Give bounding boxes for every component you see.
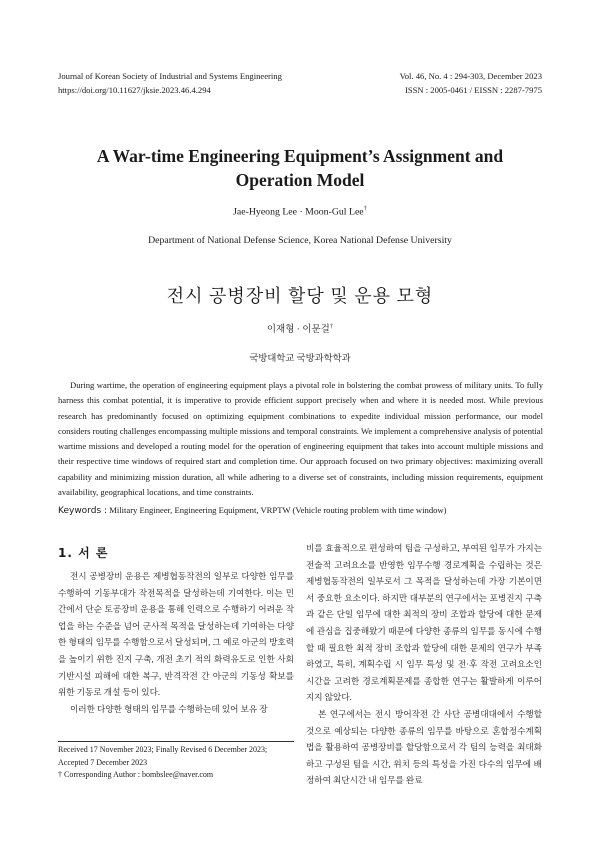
paragraph: 본 연구에서는 전시 방어작전 간 사단 공병대대에서 수행할 것으로 예상되는 다양한 종류의 임무를 바탕으로 혼합정수계획법을 활용하여 공병장비를 할당함으로서 각 팀의 능력을 최대화하고 구성된 팀을 시간, 위치 등의 특성을 가진 다수의 임무에 배정하여 최단시간 내 임무를 완료 — [306, 708, 542, 786]
left-column — [58, 568, 294, 717]
paragraph: 비를 효율적으로 편성하여 팀을 구성하고, 부여된 임무가 가지는 전술적 고려요소를 반영한 임무수행 경로계획을 수립하는 것은 제병협동작전의 일부로서 그 목적을 달성하는데 가장 기본이면서 중요한 요소이다. 하지만 대부분의 연구에서는 포병진지 구축과 같은 단일 임무에 대한 최적의 장비 조합과 할당에 대한 문제에 관심을 집중해왔기 때문에 다양한 종류의 임무를 동시에 수행할 때 필요한 최적 장비 조합과 할당에 대한 문제의 연구가 부족하였고, 특히, 계획수립 시 임무 특성 및 전·후 작전 고려요소인 시간을 고려한 경로계획문제를 종합한 연구는 활발하게 이루어지지 않았다. — [306, 543, 542, 703]
paper-title-line2: Operation Model — [235, 170, 365, 190]
keywords-label: Keywords : — [58, 506, 108, 516]
journal-header — [58, 70, 282, 97]
paper-title — [40, 144, 560, 192]
issue-header — [400, 70, 542, 97]
right-column — [306, 540, 542, 789]
authors-ko-names: 이재형 · 이문걸 — [266, 325, 330, 335]
affiliation-en: Department of National Defense Science, Korea National Defense University — [148, 235, 452, 246]
received-date: Received 17 November 2023; Finally Revised 6 December 2023; — [58, 745, 268, 754]
footnote — [58, 744, 298, 782]
doi-link[interactable]: https://doi.org/10.11627/jksie.2023.46.4.294 — [58, 84, 211, 95]
accepted-date: Accepted 7 December 2023 — [58, 757, 148, 767]
issn-info: ISSN : 2005-0461 / EISSN : 2287-7975 — [404, 84, 542, 95]
paper-title-korean: 전시 공병장비 할당 및 운용 모형 — [166, 286, 434, 306]
dagger-mark: † — [58, 770, 62, 780]
corresponding-author — [58, 769, 298, 782]
paper-title-line1: A War-time Engineering Equipment’s Assignment and — [96, 146, 504, 166]
keywords — [58, 505, 543, 516]
affiliation-ko: 국방대학교 국방과학학과 — [249, 354, 351, 364]
keywords-text: Military Engineer, Engineering Equipment, VRPTW (Vehicle routing problem with time window) — [109, 505, 447, 515]
journal-name: Journal of Korean Society of Industrial and Systems Engineering — [58, 71, 282, 81]
abstract: During wartime, the operation of engineering equipment plays a pivotal role in bolstering the combat prowess of military units. To fully harness this combat potential, it is imperative to provide efficient support precisely when and where it is needed most. While previous research has predominantly focused on optimizing equipment combinations to expedite individual mission performance, our model considers routing challenges encompassing multiple missions and temporal constraints. We implement a comprehensive analysis of potential wartime missions and developed a routing model for the operation of engineering equipment that takes into account multiple missions and their respective time windows of required start and completion time. Our approach focused on two primary objectives: maximizing overall capability and minimizing mission duration, all while adhering to a diverse set of constraints, including mission requirements, equipment availability, geographical locations, and time constraints. — [58, 380, 543, 498]
corresponding-mark-ko: † — [329, 322, 334, 330]
authors-ko — [0, 321, 600, 335]
footnote-divider — [58, 741, 294, 742]
section-heading-introduction: 1. 서 론 — [58, 546, 109, 560]
authors-en-names: Jae-Hyeong Lee · Moon-Gul Lee — [233, 206, 364, 218]
paragraph: 이러한 다양한 형태의 임무를 수행하는데 있어 보유 장 — [70, 703, 268, 714]
authors-en — [0, 205, 600, 217]
corresponding-email: Corresponding Author : bombslee@naver.com — [64, 770, 214, 780]
corresponding-mark: † — [363, 205, 367, 212]
volume-info: Vol. 46, No. 4 : 294-303, December 2023 — [399, 71, 542, 81]
paragraph: 전시 공병장비 운용은 제병협동작전의 일부로 다양한 임무를 수행하여 기동부대가 작전목적을 달성하는데 기여한다. 이는 민간에서 단순 토공장비 운용을 통해 인력으로 수행하기 어려운 작업을 하는 수준을 넘어 군사적 목적을 달성하는데 기여하는 다양한 형태의 임무를 수행함으로서 달성되며, 그 예로 아군의 방호력을 높이기 위한 진지 구축, 개전 초기 적의 화력유도로 인한 사회기반시설 피해에 대한 복구, 반격작전 간 아군의 기동성 확보를 위한 기동로 개설 등이 있다. — [58, 571, 294, 698]
